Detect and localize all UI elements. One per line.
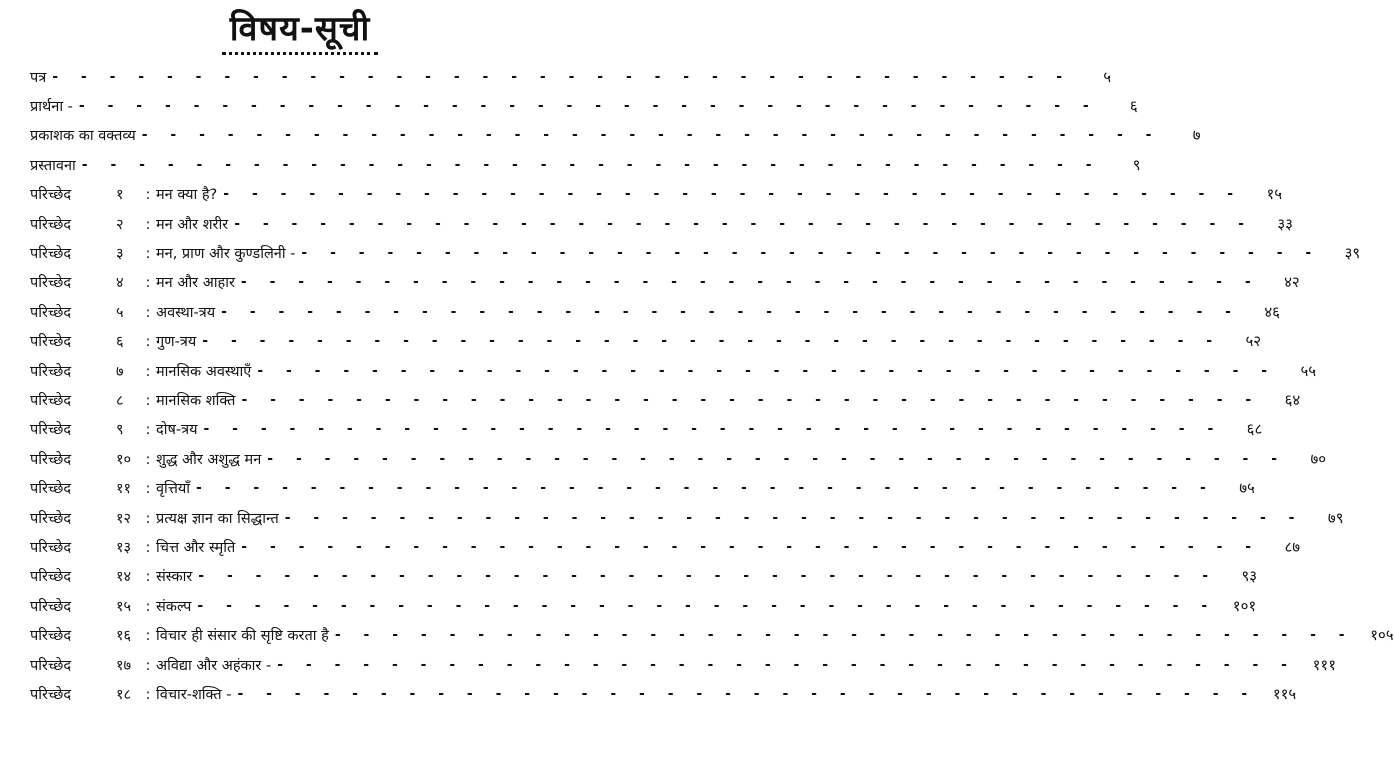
colon-separator: : bbox=[145, 481, 151, 498]
toc-entry bbox=[30, 596, 197, 616]
dot-leader: - - - - - - - - - - - - - - - - - - - - - - - - - - - - - - - - - - - - bbox=[301, 245, 1321, 262]
toc-row bbox=[30, 180, 1283, 209]
toc-row bbox=[30, 650, 1336, 679]
toc-entry-label: प्रार्थना - bbox=[30, 99, 73, 116]
toc-entry-label: पत्र bbox=[30, 69, 47, 86]
page-number: ८७ bbox=[1260, 537, 1300, 557]
dot-leader: - - - - - - - - - - - - - - - - - - - - - - - - - - - - - - - - - - - - bbox=[202, 333, 1222, 350]
colon-separator: : bbox=[145, 334, 151, 351]
page-number: ११५ bbox=[1256, 684, 1296, 704]
colon-separator: : bbox=[145, 187, 151, 204]
page-number: ४२ bbox=[1260, 272, 1300, 292]
toc-row bbox=[30, 209, 1293, 238]
chapter-title: मानसिक अवस्थाएँ bbox=[156, 363, 252, 380]
toc-entry bbox=[30, 390, 241, 410]
dot-leader: - - - - - - - - - - - - - - - - - - - - - - - - - - - - - - - - - - - - bbox=[234, 215, 1253, 232]
dot-leader: - - - - - - - - - - - - - - - - - - - - - - - - - - - - - - - - - - - - bbox=[203, 421, 1223, 438]
chapter-prefix: परिच्छेद bbox=[30, 187, 72, 204]
chapter-number: ८ bbox=[116, 392, 124, 409]
toc-row bbox=[30, 444, 1327, 473]
page-title: विषय-सूची bbox=[229, 9, 371, 49]
colon-separator: : bbox=[145, 598, 151, 615]
toc-entry bbox=[30, 67, 52, 87]
page-number: १०५ bbox=[1354, 625, 1394, 645]
page-number: ६८ bbox=[1222, 419, 1262, 439]
toc-entry-label: प्रस्तावना bbox=[30, 157, 76, 174]
dot-leader: - - - - - - - - - - - - - - - - - - - - - - - - - - - - - - - - - - - - bbox=[267, 450, 1287, 467]
page-number: १५ bbox=[1242, 184, 1282, 204]
chapter-title: दोष-त्रय bbox=[156, 422, 198, 439]
colon-separator: : bbox=[145, 451, 151, 468]
page-number: ७ bbox=[1161, 125, 1201, 145]
chapter-title: मन और आहार bbox=[156, 275, 235, 292]
chapter-number: ११ bbox=[116, 481, 132, 498]
page-number: १११ bbox=[1296, 655, 1336, 675]
colon-separator: : bbox=[145, 569, 151, 586]
toc-row bbox=[30, 415, 1263, 444]
chapter-title: विचार ही संसार की सृष्टि करता है bbox=[156, 628, 329, 645]
chapter-number: १८ bbox=[116, 686, 132, 703]
colon-separator: : bbox=[145, 510, 151, 527]
chapter-number: १७ bbox=[116, 657, 132, 674]
toc-row bbox=[30, 297, 1280, 326]
chapter-prefix: परिच्छेद bbox=[30, 422, 72, 439]
dot-leader: - - - - - - - - - - - - - - - - - - - - - - - - - - - - - - - - - - - - bbox=[52, 68, 1072, 85]
toc-entry bbox=[30, 125, 142, 145]
chapter-title: अवस्था-त्रय bbox=[156, 304, 216, 321]
chapter-prefix: परिच्छेद bbox=[30, 539, 72, 556]
dot-leader: - - - - - - - - - - - - - - - - - - - - - - - - - - - - - - - - - - - - bbox=[277, 656, 1296, 673]
toc-entry bbox=[30, 361, 257, 381]
dot-leader: - - - - - - - - - - - - - - - - - - - - - - - - - - - - - - - - - - - - bbox=[241, 391, 1261, 408]
colon-separator: : bbox=[145, 539, 151, 556]
toc-entry bbox=[30, 537, 241, 557]
colon-separator: : bbox=[145, 686, 151, 703]
colon-separator: : bbox=[145, 392, 151, 409]
toc-entry bbox=[30, 155, 82, 175]
toc-row bbox=[30, 591, 1257, 620]
page-number: ९ bbox=[1101, 155, 1141, 175]
toc-row bbox=[30, 503, 1344, 532]
page-number: ७९ bbox=[1304, 508, 1344, 528]
toc-entry-label: प्रकाशक का वक्तव्य bbox=[30, 128, 136, 145]
dot-leader: - - - - - - - - - - - - - - - - - - - - - - - - - - - - - - - - - - - - bbox=[237, 685, 1257, 702]
chapter-title: मन और शरीर bbox=[156, 216, 229, 233]
chapter-prefix: परिच्छेद bbox=[30, 569, 72, 586]
chapter-prefix: परिच्छेद bbox=[30, 481, 72, 498]
page-number: ६४ bbox=[1260, 390, 1300, 410]
chapter-prefix: परिच्छेद bbox=[30, 628, 72, 645]
page-number: ५२ bbox=[1221, 331, 1261, 351]
colon-separator: : bbox=[145, 275, 151, 292]
chapter-title: मन, प्राण और कुण्डलिनी - bbox=[156, 246, 296, 263]
dot-leader: - - - - - - - - - - - - - - - - - - - - - - - - - - - - - - - - - - - - bbox=[196, 480, 1215, 497]
toc-entry bbox=[30, 449, 267, 469]
colon-separator: : bbox=[145, 216, 151, 233]
dot-leader: - - - - - - - - - - - - - - - - - - - - - - - - - - - - - - - - - - - - bbox=[197, 597, 1217, 614]
toc-row bbox=[30, 532, 1301, 561]
chapter-number: १४ bbox=[116, 569, 132, 586]
chapter-prefix: परिच्छेद bbox=[30, 686, 72, 703]
toc-entry bbox=[30, 655, 277, 675]
page-number: ५ bbox=[1071, 67, 1111, 87]
chapter-number: ४ bbox=[116, 275, 124, 292]
toc-row bbox=[30, 620, 1394, 649]
chapter-number: १ bbox=[116, 187, 124, 204]
toc-row bbox=[30, 473, 1255, 502]
page-number: ३३ bbox=[1253, 214, 1293, 234]
chapter-prefix: परिच्छेद bbox=[30, 216, 72, 233]
toc-row bbox=[30, 62, 1112, 91]
chapter-prefix: परिच्छेद bbox=[30, 275, 72, 292]
chapter-number: ६ bbox=[116, 334, 124, 351]
chapter-title: गुण-त्रय bbox=[156, 334, 197, 351]
toc-entry bbox=[30, 214, 234, 234]
chapter-prefix: परिच्छेद bbox=[30, 510, 72, 527]
dot-leader: - - - - - - - - - - - - - - - - - - - - - - - - - - - - - - - - - - - - bbox=[78, 98, 1098, 115]
colon-separator: : bbox=[145, 422, 151, 439]
dot-leader: - - - - - - - - - - - - - - - - - - - - - - - - - - - - - - - - - - - - bbox=[257, 362, 1277, 379]
chapter-number: ५ bbox=[116, 304, 124, 321]
toc-row bbox=[30, 91, 1138, 120]
chapter-number: ७ bbox=[116, 363, 124, 380]
dot-leader: - - - - - - - - - - - - - - - - - - - - - - - - - - - - - - - - - - - - bbox=[141, 127, 1161, 144]
chapter-title: संस्कार bbox=[156, 569, 193, 586]
chapter-title: संकल्प bbox=[156, 598, 192, 615]
toc-row bbox=[30, 385, 1301, 414]
toc-entry bbox=[30, 96, 79, 116]
chapter-title: प्रत्यक्ष ज्ञान का सिद्धान्त bbox=[156, 510, 279, 527]
page-number: १०१ bbox=[1216, 596, 1256, 616]
dot-leader: - - - - - - - - - - - - - - - - - - - - - - - - - - - - - - - - - - - - bbox=[81, 156, 1101, 173]
chapter-title: शुद्ध और अशुद्ध मन bbox=[156, 451, 262, 468]
toc-row bbox=[30, 562, 1258, 591]
page-number: ६ bbox=[1098, 96, 1138, 116]
toc-entry bbox=[30, 684, 237, 704]
toc-entry bbox=[30, 184, 223, 204]
page-number: ३९ bbox=[1320, 243, 1360, 263]
chapter-prefix: परिच्छेद bbox=[30, 334, 72, 351]
chapter-prefix: परिच्छेद bbox=[30, 392, 72, 409]
chapter-title: वृत्तियाँ bbox=[156, 481, 191, 498]
toc-row bbox=[30, 356, 1317, 385]
colon-separator: : bbox=[145, 657, 151, 674]
chapter-number: २ bbox=[116, 216, 124, 233]
page-number: ९३ bbox=[1217, 566, 1257, 586]
page-number: ४६ bbox=[1240, 302, 1280, 322]
chapter-title: चित्त और स्मृति bbox=[156, 539, 236, 556]
chapter-title: मन क्या है? bbox=[156, 187, 218, 204]
colon-separator: : bbox=[145, 246, 151, 263]
toc-row bbox=[30, 679, 1297, 708]
page-number: ७५ bbox=[1215, 478, 1255, 498]
chapter-number: १५ bbox=[116, 598, 132, 615]
chapter-prefix: परिच्छेद bbox=[30, 451, 72, 468]
toc-entry bbox=[30, 272, 241, 292]
toc-row bbox=[30, 327, 1262, 356]
table-of-contents bbox=[30, 62, 1394, 709]
toc-entry bbox=[30, 478, 196, 498]
dot-leader: - - - - - - - - - - - - - - - - - - - - - - - - - - - - - - - - - - - - bbox=[223, 186, 1243, 203]
toc-entry bbox=[30, 331, 202, 351]
chapter-title: विचार-शक्ति - bbox=[156, 686, 232, 703]
chapter-prefix: परिच्छेद bbox=[30, 246, 72, 263]
chapter-prefix: परिच्छेद bbox=[30, 598, 72, 615]
toc-row bbox=[30, 150, 1141, 179]
chapter-number: १६ bbox=[116, 628, 132, 645]
chapter-prefix: परिच्छेद bbox=[30, 657, 72, 674]
title-underline bbox=[222, 52, 378, 55]
chapter-number: ९ bbox=[116, 422, 124, 439]
toc-entry bbox=[30, 419, 203, 439]
toc-entry bbox=[30, 302, 221, 322]
toc-entry bbox=[30, 566, 198, 586]
toc-entry bbox=[30, 625, 335, 645]
toc-row bbox=[30, 121, 1201, 150]
page-number: ७० bbox=[1286, 449, 1326, 469]
chapter-prefix: परिच्छेद bbox=[30, 304, 72, 321]
colon-separator: : bbox=[145, 363, 151, 380]
chapter-number: ३ bbox=[116, 246, 124, 263]
toc-row bbox=[30, 238, 1361, 267]
dot-leader: - - - - - - - - - - - - - - - - - - - - - - - - - - - - - - - - - - - - bbox=[240, 274, 1260, 291]
dot-leader: - - - - - - - - - - - - - - - - - - - - - - - - - - - - - - - - - - - - bbox=[241, 538, 1261, 555]
chapter-title: अविद्या और अहंकार - bbox=[156, 657, 272, 674]
chapter-number: १२ bbox=[116, 510, 132, 527]
chapter-number: १० bbox=[116, 451, 132, 468]
toc-row bbox=[30, 268, 1300, 297]
dot-leader: - - - - - - - - - - - - - - - - - - - - - - - - - - - - - - - - - - - - bbox=[198, 568, 1218, 585]
dot-leader: - - - - - - - - - - - - - - - - - - - - - - - - - - - - - - - - - - - - bbox=[334, 627, 1354, 644]
colon-separator: : bbox=[145, 304, 151, 321]
toc-entry bbox=[30, 508, 285, 528]
page-number: ५५ bbox=[1276, 361, 1316, 381]
chapter-title: मानसिक शक्ति bbox=[156, 392, 236, 409]
toc-entry bbox=[30, 243, 301, 263]
chapter-prefix: परिच्छेद bbox=[30, 363, 72, 380]
dot-leader: - - - - - - - - - - - - - - - - - - - - - - - - - - - - - - - - - - - - bbox=[221, 303, 1240, 320]
chapter-number: १३ bbox=[116, 539, 132, 556]
colon-separator: : bbox=[145, 628, 151, 645]
dot-leader: - - - - - - - - - - - - - - - - - - - - - - - - - - - - - - - - - - - - bbox=[284, 509, 1304, 526]
